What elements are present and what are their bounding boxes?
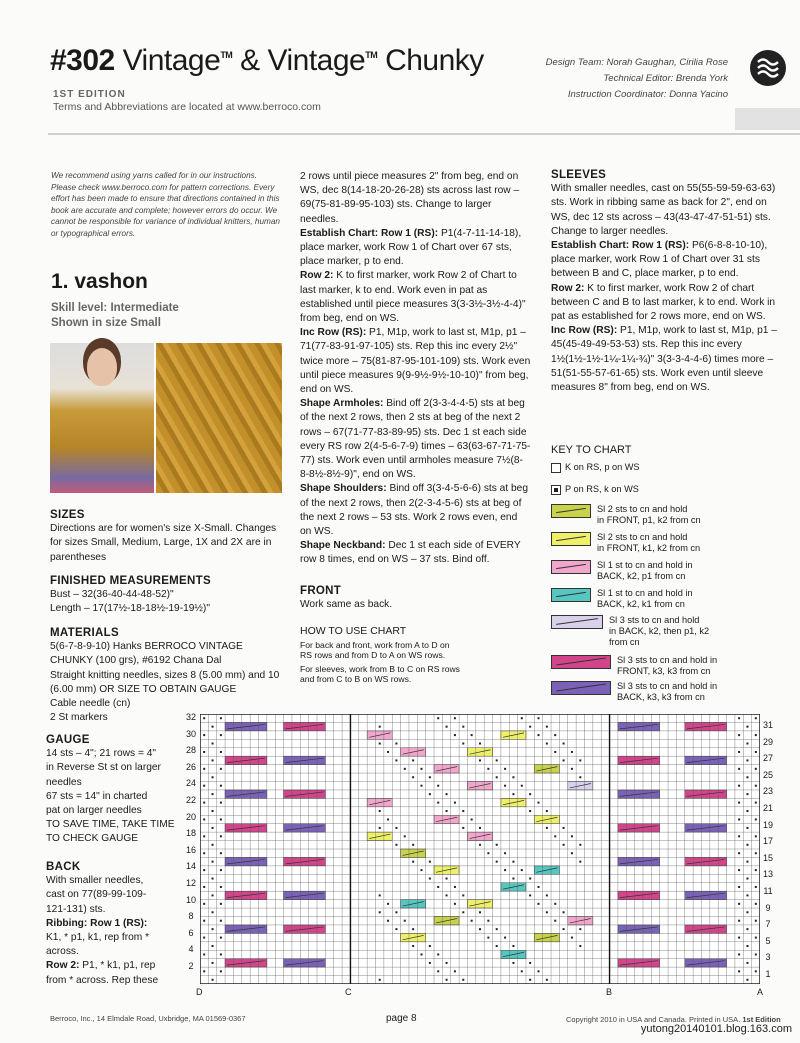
- purl-dot: [554, 835, 556, 837]
- purl-dot: [755, 903, 757, 905]
- purl-dot: [529, 726, 531, 728]
- purl-dot: [203, 717, 205, 719]
- credits: Design Team: Norah Gaughan, Cirilia Rose Technical Editor: Brenda York Instruction Coordinator: Donna Yacino: [545, 57, 728, 100]
- purl-dot: [412, 759, 414, 761]
- cable-magenta-icon: [551, 655, 611, 669]
- purl-dot: [746, 962, 748, 964]
- purl-dot: [538, 717, 540, 719]
- purl-dot: [220, 852, 222, 854]
- footer-address: Berroco, Inc., 14 Elmdale Road, Uxbridge, MA 01569-0367: [50, 1014, 246, 1023]
- purl-dot: [203, 751, 205, 753]
- purl-dot: [437, 953, 439, 955]
- purl-dot: [203, 734, 205, 736]
- purl-dot: [546, 979, 548, 981]
- purl-dot: [212, 776, 214, 778]
- purl-dot: [212, 827, 214, 829]
- purl-dot: [379, 726, 381, 728]
- purl-dot: [212, 793, 214, 795]
- purl-dot: [404, 920, 406, 922]
- purl-dot: [462, 894, 464, 896]
- purl-dot: [521, 717, 523, 719]
- purl-dot: [496, 928, 498, 930]
- purl-dot: [220, 785, 222, 787]
- chart-letter-a: A: [757, 987, 764, 997]
- purl-dot: [579, 844, 581, 846]
- purl-dot: [395, 743, 397, 745]
- purl-dot: [203, 835, 205, 837]
- purl-dot: [212, 743, 214, 745]
- purl-dot: [454, 970, 456, 972]
- purl-dot: [746, 776, 748, 778]
- purl-dot: [212, 878, 214, 880]
- purl-dot: [454, 903, 456, 905]
- purl-dot: [571, 768, 573, 770]
- purl-dot: [412, 945, 414, 947]
- purl-dot: [395, 759, 397, 761]
- purl-dot: [212, 844, 214, 846]
- purl-dot: [203, 970, 205, 972]
- purl-dot: [203, 953, 205, 955]
- purl-dot: [203, 869, 205, 871]
- materials-section: MATERIALS 5(6-7-8-9-10) Hanks BERROCO VINTAGE CHUNKY (100 grs), #6192 Chana Dal Straight knitting needles, sizes 8 (5.00 mm) and 10 (6.00 mm) OR SIZE TO OBTAIN GAUGE Cable needle (cn) 2 St markers: [50, 627, 280, 724]
- knit-symbol-icon: [551, 463, 561, 473]
- cable-teal-icon: [551, 588, 591, 602]
- purl-dot: [379, 743, 381, 745]
- purl-dot: [512, 878, 514, 880]
- purl-dot: [462, 911, 464, 913]
- purl-dot: [512, 793, 514, 795]
- purl-dot: [746, 979, 748, 981]
- purl-dot: [546, 911, 548, 913]
- shown-size: Shown in size Small: [51, 317, 161, 329]
- purl-dot: [220, 920, 222, 922]
- purl-dot: [412, 861, 414, 863]
- purl-dot: [420, 768, 422, 770]
- purl-dot: [387, 751, 389, 753]
- purl-dot: [538, 886, 540, 888]
- purl-dot: [496, 776, 498, 778]
- purl-dot: [538, 903, 540, 905]
- pattern-name: 1. vashon: [51, 270, 148, 293]
- purl-dot: [446, 726, 448, 728]
- purl-dot: [571, 852, 573, 854]
- cable-purple-icon: [551, 681, 611, 695]
- purl-dot: [746, 810, 748, 812]
- purl-dot: [563, 928, 565, 930]
- purl-dot: [496, 945, 498, 947]
- purl-dot: [738, 717, 740, 719]
- purl-dot: [212, 759, 214, 761]
- purl-symbol-icon: [551, 485, 561, 495]
- purl-dot: [746, 894, 748, 896]
- purl-dot: [462, 743, 464, 745]
- purl-dot: [220, 751, 222, 753]
- purl-dot: [212, 928, 214, 930]
- purl-dot: [755, 937, 757, 939]
- purl-dot: [212, 726, 214, 728]
- purl-dot: [395, 911, 397, 913]
- edition-label: 1ST EDITION: [53, 89, 126, 100]
- purl-dot: [538, 970, 540, 972]
- purl-dot: [379, 810, 381, 812]
- back-section: BACK With smaller needles, cast on 77(89-99-109- 121-131) sts. Ribbing: Row 1 (RS): K1, * p1, k1, rep from * across. Row 2: P1, * k1, p1, rep from * across. Rep these: [46, 861, 159, 986]
- purl-dot: [755, 852, 757, 854]
- purl-dot: [554, 920, 556, 922]
- purl-dot: [220, 802, 222, 804]
- purl-dot: [579, 945, 581, 947]
- chart-key: [551, 462, 781, 707]
- purl-dot: [746, 793, 748, 795]
- purl-dot: [479, 928, 481, 930]
- key-knit: K on RS, p on WS: [551, 462, 640, 473]
- purl-dot: [538, 802, 540, 804]
- purl-dot: [220, 717, 222, 719]
- purl-dot: [755, 920, 757, 922]
- purl-dot: [404, 768, 406, 770]
- header-grey-bar: [735, 108, 800, 130]
- purl-dot: [504, 768, 506, 770]
- purl-dot: [479, 827, 481, 829]
- title-part1: Vintage: [122, 44, 221, 77]
- chart-letter-c: C: [345, 987, 352, 997]
- purl-dot: [203, 903, 205, 905]
- purl-dot: [487, 937, 489, 939]
- purl-dot: [404, 835, 406, 837]
- finished-measurements: FINISHED MEASUREMENTS Bust – 32(36-40-44-48-52)" Length – 17(17½-18-18½-19-19½)": [50, 575, 211, 615]
- terms-link[interactable]: Terms and Abbreviations are located at www.berroco.com: [53, 101, 321, 113]
- purl-dot: [437, 886, 439, 888]
- cable-detail-photo: [156, 343, 282, 493]
- purl-dot: [412, 844, 414, 846]
- purl-dot: [546, 894, 548, 896]
- front-section: FRONT Work same as back.: [300, 585, 393, 611]
- purl-dot: [212, 911, 214, 913]
- purl-dot: [387, 903, 389, 905]
- purl-dot: [529, 979, 531, 981]
- key-c2f-olive: Sl 2 sts to cn and hold in FRONT, p1, k2 from cn: [551, 504, 781, 526]
- purl-dot: [738, 920, 740, 922]
- purl-dot: [738, 818, 740, 820]
- purl-dot: [746, 928, 748, 930]
- purl-dot: [203, 802, 205, 804]
- purl-dot: [203, 920, 205, 922]
- purl-dot: [446, 793, 448, 795]
- purl-dot: [504, 937, 506, 939]
- purl-dot: [571, 835, 573, 837]
- purl-dot: [529, 878, 531, 880]
- key-c3b-purple: Sl 3 sts to cn and hold in BACK, k3, k3 from cn: [551, 681, 781, 703]
- purl-dot: [504, 852, 506, 854]
- purl-dot: [471, 734, 473, 736]
- purl-dot: [212, 962, 214, 964]
- purl-dot: [738, 970, 740, 972]
- purl-dot: [220, 734, 222, 736]
- purl-dot: [579, 861, 581, 863]
- purl-dot: [220, 970, 222, 972]
- purl-dot: [387, 920, 389, 922]
- purl-dot: [746, 827, 748, 829]
- purl-dot: [220, 903, 222, 905]
- purl-dot: [395, 928, 397, 930]
- purl-dot: [504, 869, 506, 871]
- purl-dot: [746, 844, 748, 846]
- page-title: #302 Vintage™ & Vintage™ Chunky: [50, 44, 484, 77]
- purl-dot: [212, 861, 214, 863]
- purl-dot: [738, 869, 740, 871]
- purl-dot: [579, 776, 581, 778]
- cable-pink-icon: [551, 560, 591, 574]
- purl-dot: [437, 785, 439, 787]
- purl-dot: [521, 869, 523, 871]
- page-number: page 8: [386, 1013, 417, 1024]
- purl-dot: [504, 785, 506, 787]
- footer-copyright: Copyright 2010 in USA and Canada. Printed in USA. 1st Edition: [566, 1015, 781, 1024]
- purl-dot: [203, 937, 205, 939]
- purl-dot: [487, 920, 489, 922]
- purl-dot: [529, 793, 531, 795]
- purl-dot: [462, 827, 464, 829]
- purl-dot: [755, 970, 757, 972]
- purl-dot: [512, 776, 514, 778]
- gauge-section: GAUGE 14 sts – 4"; 21 rows = 4" in Reverse St st on larger needles 67 sts = 14" in charted pat on larger needles TO SAVE TIME, TAKE TIME TO CHECK GAUGE: [46, 734, 175, 845]
- purl-dot: [420, 953, 422, 955]
- purl-dot: [412, 776, 414, 778]
- purl-dot: [512, 945, 514, 947]
- purl-dot: [446, 979, 448, 981]
- purl-dot: [479, 759, 481, 761]
- purl-dot: [755, 835, 757, 837]
- purl-dot: [446, 810, 448, 812]
- purl-dot: [379, 827, 381, 829]
- key-purl: P on RS, k on WS: [551, 484, 639, 495]
- purl-dot: [487, 768, 489, 770]
- purl-dot: [755, 869, 757, 871]
- purl-dot: [546, 827, 548, 829]
- purl-dot: [755, 953, 757, 955]
- purl-dot: [496, 861, 498, 863]
- sleeves-section: SLEEVES With smaller needles, cast on 55(55-59-59-63-63) sts. Work in ribbing same as back for 2", end on WS, dec 12 sts across – 43(43-47-47-51-51) sts. Change to larger needles. Establish Chart: Row 1 (RS): P6(6-8-8-10-10), place marker, work Row 1 of Chart over 31 sts between B and C, place marker, p to end. Row 2: K to first marker, work Row 2 of chart between C and B to last marker, k to end. Work in pat as established for 2 rows more, end on WS. Inc Row (RS): P1, M1p, work to last st, M1p, p1 – 45(45-49-49-53-53) sts. Rep this inc every 1½(1½-1½-1¼-1¼-¾)" 3(3-3-4-4-6) times more – 51(51-55-57-61-65) sts. Work even until sleeve measures 8" from beg, end on WS.: [551, 169, 777, 394]
- key-c1b-pink: Sl 1 st to cn and hold in BACK, k2, p1 from cn: [551, 560, 781, 582]
- purl-dot: [746, 726, 748, 728]
- purl-dot: [746, 743, 748, 745]
- sizes-section: SIZES Directions are for women's size X-Small. Changes for sizes Small, Medium, Large, 1X and 2X are in parentheses: [50, 509, 277, 563]
- purl-dot: [220, 886, 222, 888]
- purl-dot: [746, 945, 748, 947]
- purl-dot: [203, 768, 205, 770]
- purl-dot: [429, 793, 431, 795]
- purl-dot: [429, 861, 431, 863]
- purl-dot: [437, 717, 439, 719]
- purl-dot: [220, 937, 222, 939]
- purl-dot: [429, 776, 431, 778]
- cable-olive-icon: [551, 504, 591, 518]
- watermark: yutong20140101.blog.163.com: [640, 1023, 792, 1035]
- purl-dot: [454, 734, 456, 736]
- purl-dot: [203, 818, 205, 820]
- disclaimer: We recommend using yarns called for in our instructions. Please check www.berroco.com for pattern corrections. Every effort has been made to ensure that directions contained in this book are accurate and complete; however errors do occur. We cannot be responsible for variance of individual knitters, human or typographical errors.: [51, 171, 280, 238]
- purl-dot: [220, 869, 222, 871]
- purl-dot: [220, 818, 222, 820]
- title-part2: & Vintage: [240, 44, 366, 77]
- purl-dot: [446, 962, 448, 964]
- purl-dot: [496, 759, 498, 761]
- key-c2f-yellow: Sl 2 sts to cn and hold in FRONT, k1, k2 from cn: [551, 532, 781, 554]
- purl-dot: [479, 743, 481, 745]
- chart-right-row-numbers: 31 29 27 25 23 21 19 17 15 13 11 9 7 5 3 1: [762, 720, 773, 979]
- purl-dot: [755, 717, 757, 719]
- purl-dot: [387, 818, 389, 820]
- purl-dot: [746, 878, 748, 880]
- purl-dot: [379, 979, 381, 981]
- purl-dot: [563, 743, 565, 745]
- cable-lavender-icon: [551, 615, 603, 629]
- purl-dot: [496, 844, 498, 846]
- purl-dot: [554, 751, 556, 753]
- purl-dot: [462, 726, 464, 728]
- purl-dot: [571, 937, 573, 939]
- purl-dot: [738, 852, 740, 854]
- purl-dot: [746, 861, 748, 863]
- purl-dot: [379, 894, 381, 896]
- purl-dot: [755, 734, 757, 736]
- purl-dot: [521, 970, 523, 972]
- purl-dot: [738, 835, 740, 837]
- purl-dot: [755, 886, 757, 888]
- purl-dot: [546, 810, 548, 812]
- chart-left-row-numbers: 32 30 28 26 24 22 20 18 16 14 12 10 8 6 4 2: [185, 712, 196, 971]
- key-c1b-teal: Sl 1 st to cn and hold in BACK, k2, k1 from cn: [551, 588, 781, 610]
- purl-dot: [454, 717, 456, 719]
- purl-dot: [579, 928, 581, 930]
- purl-dot: [395, 844, 397, 846]
- purl-dot: [203, 852, 205, 854]
- key-c3f-magenta: Sl 3 sts to cn and hold in FRONT, k3, k3 from cn: [551, 655, 781, 677]
- purl-dot: [563, 827, 565, 829]
- purl-dot: [755, 751, 757, 753]
- purl-dot: [563, 911, 565, 913]
- purl-dot: [437, 802, 439, 804]
- purl-dot: [212, 810, 214, 812]
- purl-dot: [212, 894, 214, 896]
- purl-dot: [203, 886, 205, 888]
- purl-dot: [437, 970, 439, 972]
- cable-yellow-icon: [551, 532, 591, 546]
- skill-level: Skill level: Intermediate: [51, 302, 179, 314]
- purl-dot: [220, 953, 222, 955]
- purl-dot: [755, 768, 757, 770]
- purl-dot: [579, 759, 581, 761]
- purl-dot: [571, 751, 573, 753]
- purl-dot: [420, 785, 422, 787]
- purl-dot: [454, 886, 456, 888]
- purl-dot: [738, 751, 740, 753]
- purl-dot: [471, 818, 473, 820]
- purl-dot: [563, 844, 565, 846]
- purl-dot: [512, 861, 514, 863]
- purl-dot: [446, 878, 448, 880]
- purl-dot: [220, 768, 222, 770]
- chart-letter-b: B: [606, 987, 613, 997]
- purl-dot: [395, 827, 397, 829]
- purl-dot: [521, 785, 523, 787]
- purl-dot: [512, 962, 514, 964]
- purl-dot: [755, 785, 757, 787]
- purl-dot: [755, 818, 757, 820]
- purl-dot: [738, 953, 740, 955]
- purl-dot: [462, 979, 464, 981]
- how-to-use-chart: HOW TO USE CHART For back and front, work from A to D on RS rows and from D to A on WS rows. For sleeves, work from B to C on RS rows and from C to B on WS rows.: [300, 625, 460, 684]
- purl-dot: [554, 903, 556, 905]
- purl-dot: [487, 852, 489, 854]
- purl-dot: [429, 962, 431, 964]
- purl-dot: [203, 785, 205, 787]
- purl-dot: [454, 802, 456, 804]
- purl-dot: [212, 945, 214, 947]
- purl-dot: [429, 878, 431, 880]
- purl-dot: [429, 945, 431, 947]
- purl-dot: [420, 869, 422, 871]
- title-part3: Chunky: [385, 44, 484, 77]
- purl-dot: [212, 979, 214, 981]
- purl-dot: [379, 911, 381, 913]
- purl-dot: [471, 920, 473, 922]
- purl-dot: [738, 768, 740, 770]
- key-heading: KEY TO CHART: [551, 444, 632, 456]
- purl-dot: [554, 734, 556, 736]
- purl-dot: [546, 743, 548, 745]
- berroco-logo-icon: [750, 50, 786, 86]
- purl-dot: [529, 810, 531, 812]
- purl-dot: [738, 886, 740, 888]
- purl-dot: [738, 802, 740, 804]
- purl-dot: [446, 894, 448, 896]
- purl-dot: [479, 844, 481, 846]
- purl-dot: [538, 734, 540, 736]
- purl-dot: [546, 726, 548, 728]
- chart-letter-d: D: [196, 987, 203, 997]
- purl-dot: [220, 835, 222, 837]
- knitting-chart-grid: [200, 714, 760, 984]
- purl-dot: [746, 911, 748, 913]
- back-instructions-cont: 2 rows until piece measures 2" from beg, end on WS, dec 8(14-18-20-26-28) sts across last row – 69(75-81-89-95-103) sts. Change to larger needles. Establish Chart: Row 1 (RS): P1(4-7-11-14-18), place marker, work Row 1 of Chart over 67 sts, place marker, p to end. Row 2: K to first marker, work Row 2 of Chart to last marker, k to end. Work even in pat as established until piece measures 3(3-3½-3½-4-4)" from beg, end on WS. Inc Row (RS): P1, M1p, work to last st, M1p, p1 – 71(77-83-91-97-105) sts. Rep this inc every 2½" twice more – 75(81-87-95-101-109) sts. Work even until piece measures 9(9-9½-9½-10-10)" from beg, end on WS. Shape Armholes: Bind off 2(3-3-4-4-5) sts at beg of the next 2 rows, then 2 sts at beg of the next 2 rows – 67(71-77-83-89-95) sts. Dec 1 st each side every RS row 2(4-5-6-7-9) times – 63(63-67-71-75-77) sts. Work even until armholes measure 7½(8-8-8½-8½-9)", end on WS. Shape Shoulders: Bind off 3(3-4-5-6-6) sts at beg of the next 2 rows, then 2(2-3-4-5-6) sts at beg of the next 2 rows – 53 sts. Work 2 rows even, end on WS. Shape Neckband: Dec 1 st each side of EVERY row 8 times, end on WS – 37 sts. Bind off.: [300, 171, 531, 566]
- purl-dot: [738, 937, 740, 939]
- purl-dot: [529, 894, 531, 896]
- header-divider: [48, 133, 800, 135]
- model-photo: [50, 343, 154, 493]
- purl-dot: [412, 928, 414, 930]
- purl-dot: [529, 962, 531, 964]
- purl-dot: [738, 734, 740, 736]
- purl-dot: [462, 810, 464, 812]
- purl-dot: [755, 802, 757, 804]
- purl-dot: [479, 911, 481, 913]
- purl-dot: [738, 903, 740, 905]
- key-c3b-lavender: Sl 3 sts to cn and hold in BACK, k2, then p1, k2 from cn: [551, 615, 781, 648]
- purl-dot: [746, 759, 748, 761]
- purl-dot: [738, 785, 740, 787]
- purl-dot: [563, 759, 565, 761]
